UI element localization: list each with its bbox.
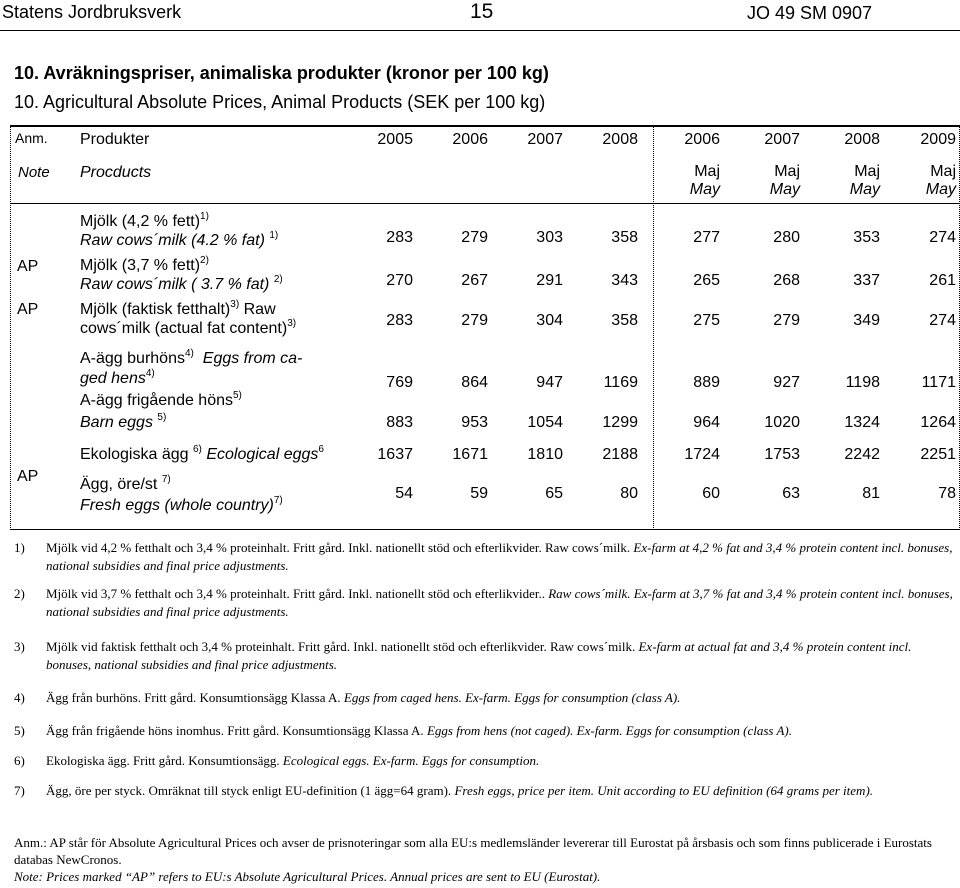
footnote — [14, 689, 954, 707]
month-header-sv: Maj — [694, 163, 720, 180]
cell-value: 1637 — [377, 446, 413, 463]
footnote-number: 3) — [14, 639, 25, 654]
year-header: 2009 — [920, 131, 956, 148]
cell-value: 265 — [693, 272, 720, 289]
anm-label: Anm. — [15, 130, 48, 146]
cell-value: 303 — [536, 229, 563, 246]
row-note: AP — [17, 301, 39, 318]
row-label-sv: A-ägg burhöns$^{4)}$ Eggs from ca- — [80, 348, 303, 367]
footnote-text-en: Ecological eggs. Ex-farm. Eggs for consumption. — [282, 753, 540, 768]
footnote — [14, 638, 954, 674]
footnote-number: 7) — [14, 783, 25, 798]
cell-value: 280 — [773, 229, 800, 246]
cell-value: 1169 — [603, 374, 638, 391]
cell-value: 964 — [693, 414, 720, 431]
cell-value: 1198 — [845, 374, 880, 391]
cell-value: 953 — [461, 414, 488, 431]
row-label-sv: Mjölk (3,7 % fett)$^{2)}$ — [80, 255, 209, 274]
cell-value: 1264 — [920, 414, 956, 431]
row-note: AP — [17, 258, 39, 275]
cell-value: 769 — [386, 374, 413, 391]
note-label: Note — [18, 164, 50, 181]
cell-value: 1054 — [527, 414, 563, 431]
year-header: 2006 — [452, 131, 488, 148]
footnote-text-en: Ex-farm at actual fat and 3,4 % protein content incl. bonuses, national subsidies and final price adjustments. — [46, 639, 912, 672]
footnote — [14, 752, 954, 770]
row-label-en: Raw cows´milk ( 3.7 % fat) $^{2)}$ — [80, 274, 283, 293]
month-header-en: May — [849, 181, 880, 198]
cell-value: 60 — [702, 485, 720, 502]
year-header: 2005 — [377, 131, 413, 148]
title-english: 10. Agricultural Absolute Prices, Animal Products (SEK per 100 kg) — [14, 92, 546, 112]
cell-value: 283 — [386, 229, 413, 246]
cell-value: 2188 — [602, 446, 638, 463]
cell-value: 947 — [536, 374, 563, 391]
cell-value: 1671 — [452, 446, 488, 463]
cell-value: 1810 — [527, 446, 563, 463]
month-header-en: May — [769, 181, 800, 198]
cell-value: 279 — [773, 312, 800, 329]
cell-value: 54 — [395, 485, 413, 502]
cell-value: 2251 — [920, 446, 956, 463]
cell-value: 883 — [386, 414, 413, 431]
cell-value: 81 — [862, 485, 880, 502]
cell-value: 927 — [773, 374, 800, 391]
cell-value: 1753 — [764, 446, 800, 463]
footnote-text: Mjölk vid 4,2 % fetthalt och 3,4 % proteinhalt. Fritt gård. Inkl. nationellt stöd och efterlikvider. Raw cows´milk. — [46, 540, 634, 555]
cell-value: 267 — [461, 272, 488, 289]
year-header: 2006 — [684, 131, 720, 148]
cell-value: 78 — [938, 485, 956, 502]
table-bottom-rule — [10, 529, 960, 530]
footnote-text: Ekologiska ägg. Fritt gård. Konsumtionsägg. — [46, 753, 283, 768]
row-label-en: ged hens$^{4)}$ — [80, 368, 155, 387]
footnote-text-en: Eggs from caged hens. Ex-farm. Eggs for consumption (class A). — [343, 690, 681, 705]
cell-value: 291 — [536, 272, 563, 289]
header-rule — [0, 30, 960, 31]
cell-value: 349 — [853, 312, 880, 329]
month-header-sv: Maj — [930, 163, 956, 180]
row-note: AP — [17, 468, 39, 485]
footnote-number: 2) — [14, 586, 25, 601]
anm-note-sv: Anm.: AP står för Absolute Agricultural Prices och avser de prisnoteringar som alla EU:s medlemsländer levererar till Eurostat på årsbasis och som finns publicerade i Eurostats databas NewCronos. — [14, 835, 932, 867]
cell-value: 864 — [461, 374, 488, 391]
table-left-border — [10, 125, 11, 530]
footnote-text: Ägg från frigående höns inomhus. Fritt gård. Konsumtionsägg Klassa A. — [46, 723, 427, 738]
footnote — [14, 722, 954, 740]
cell-value: 353 — [853, 229, 880, 246]
products-header-en: Procducts — [80, 164, 152, 181]
cell-value: 358 — [611, 229, 638, 246]
title-swedish: 10. Avräkningspriser, animaliska produkter (kronor per 100 kg) — [14, 63, 549, 83]
agency-name: Statens Jordbruksverk — [2, 2, 182, 22]
cell-value: 275 — [693, 312, 720, 329]
month-header-en: May — [689, 181, 720, 198]
footnote — [14, 539, 954, 575]
report-id: JO 49 SM 0907 — [747, 3, 873, 23]
footnote-text-en: Raw cows´milk. Ex-farm at 3,7 % fat and 3,4 % protein content incl. bonuses, national subsidies and final price adjustments. — [46, 586, 953, 619]
anm-note-en: Note: Prices marked “AP” refers to EU:s Absolute Agricultural Prices. Annual prices are sent to EU (Eurostat). — [14, 869, 601, 884]
cell-value: 270 — [386, 272, 413, 289]
cell-value: 283 — [386, 312, 413, 329]
cell-value: 304 — [536, 312, 563, 329]
cell-value: 274 — [929, 312, 956, 329]
cell-value: 279 — [461, 229, 488, 246]
footnote — [14, 782, 954, 818]
footnote-text-en: Eggs from hens (not caged). Ex-farm. Eggs for consumption (class A). — [426, 723, 792, 738]
row-label-sv: Mjölk (4,2 % fett)$^{1)}$ — [80, 211, 209, 230]
month-header-sv: Maj — [774, 163, 800, 180]
footnote — [14, 585, 954, 621]
year-header: 2008 — [844, 131, 880, 148]
cell-value: 337 — [853, 272, 880, 289]
products-header-sv: Produkter — [80, 131, 150, 148]
table-top-rule — [10, 125, 960, 127]
row-label-sv: A-ägg frigående höns$^{5)}$ — [80, 390, 242, 409]
footnote-text: Mjölk vid 3,7 % fetthalt och 3,4 % proteinhalt. Fritt gård. Inkl. nationellt stöd och efterlikvider.. — [46, 586, 549, 601]
cell-value: 1171 — [921, 374, 956, 391]
cell-value: 261 — [929, 272, 956, 289]
footnote-text: Ägg från burhöns. Fritt gård. Konsumtionsägg Klassa A. — [46, 690, 344, 705]
footnote-number: 6) — [14, 753, 25, 768]
cell-value: 1299 — [602, 414, 638, 431]
footnote-text-en: Ex-farm at 4,2 % fat and 3,4 % protein content incl. bonuses, national subsidies and final price adjustments. — [46, 540, 953, 573]
cell-value: 343 — [611, 272, 638, 289]
footnote-text: Mjölk vid faktisk fetthalt och 3,4 % proteinhalt. Fritt gård. Inkl. nationellt stöd och efterlikvider. Raw cows´milk. — [46, 639, 639, 654]
cell-value: 268 — [773, 272, 800, 289]
cell-value: 63 — [782, 485, 800, 502]
cell-value: 277 — [693, 229, 720, 246]
row-label-en: Fresh eggs (whole country)$^{7)}$ — [80, 495, 283, 514]
row-label-en: cows´milk (actual fat content)$^{3)}$ — [80, 318, 297, 337]
row-label-en: Raw cows´milk (4.2 % fat) $^{1)}$ — [80, 230, 279, 249]
cell-value: 279 — [461, 312, 488, 329]
cell-value: 358 — [611, 312, 638, 329]
footnote-number: 4) — [14, 690, 25, 705]
footnote-number: 5) — [14, 723, 25, 738]
cell-value: 274 — [929, 229, 956, 246]
cell-value: 1724 — [684, 446, 720, 463]
month-header-en: May — [925, 181, 956, 198]
footnote-number: 1) — [14, 540, 25, 555]
cell-value: 2242 — [844, 446, 880, 463]
column-separator — [653, 125, 654, 530]
cell-value: 889 — [693, 374, 720, 391]
row-label-sv: Mjölk (faktisk fetthalt)$^{3)}$ Raw — [80, 299, 276, 318]
cell-value: 65 — [545, 485, 563, 502]
footnote-text: Ägg, öre per styck. Omräknat till styck enligt EU-definition (1 ägg=64 gram). — [46, 783, 455, 798]
cell-value: 1324 — [844, 414, 880, 431]
cell-value: 1020 — [764, 414, 800, 431]
year-header: 2008 — [602, 131, 638, 148]
year-header: 2007 — [764, 131, 800, 148]
table-header-rule — [10, 203, 960, 204]
row-label-sv: Ägg, öre/st $^{7)}$ — [80, 474, 171, 493]
row-label-sv: Ekologiska ägg $^{6)}$ Ecological eggs$^6$ — [80, 444, 324, 463]
row-label-en: Barn eggs $^{5)}$ — [80, 412, 167, 431]
footnote-text-en: Fresh eggs, price per item. Unit according to EU definition (64 grams per item). — [454, 783, 874, 798]
cell-value: 59 — [470, 485, 488, 502]
year-header: 2007 — [527, 131, 563, 148]
month-header-sv: Maj — [854, 163, 880, 180]
cell-value: 80 — [620, 485, 638, 502]
page-number: 15 — [470, 0, 494, 23]
